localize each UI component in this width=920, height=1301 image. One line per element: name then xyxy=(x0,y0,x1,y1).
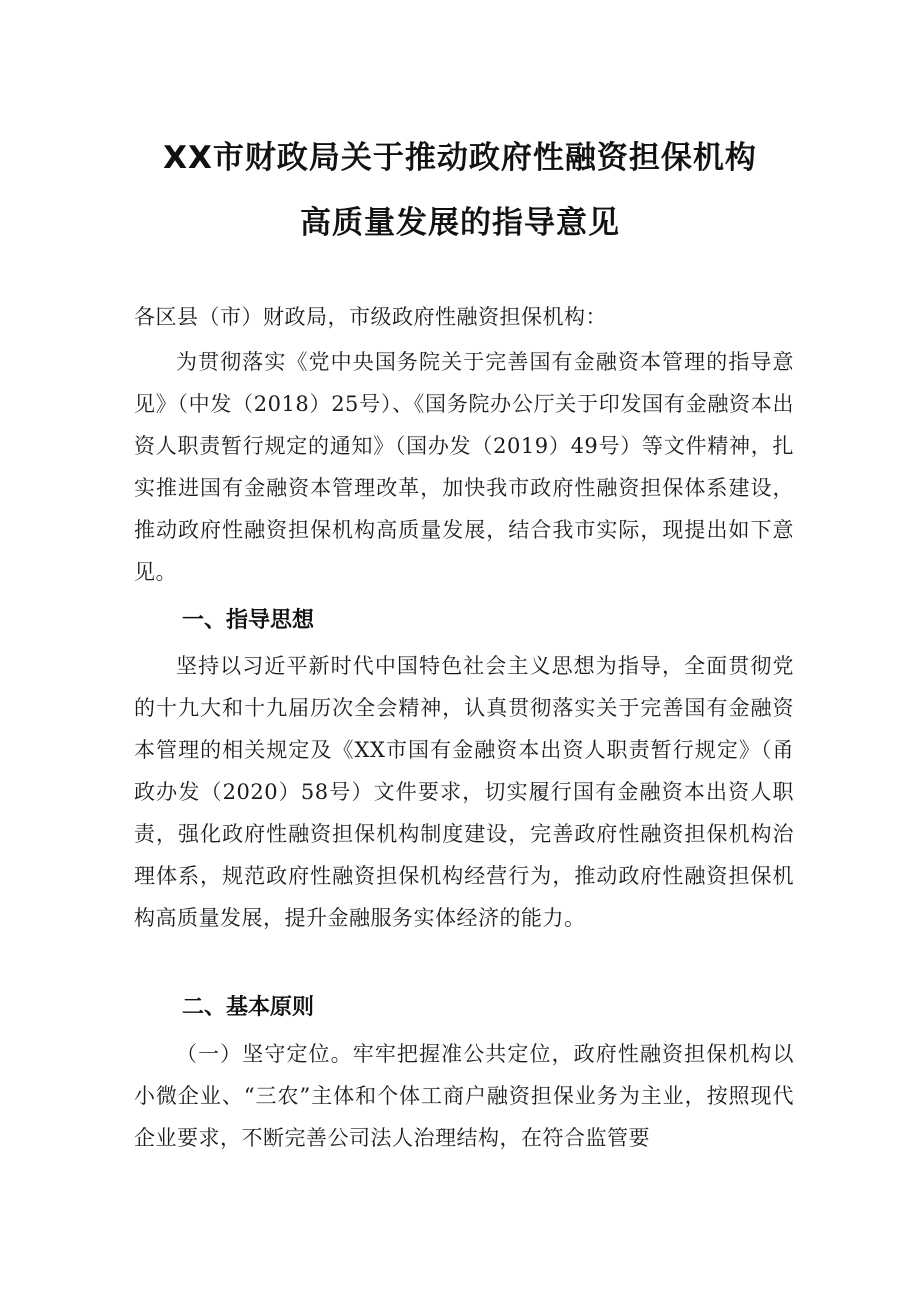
document-title-line-1: XX市财政局关于推动政府性融资担保机构 xyxy=(163,140,757,176)
document-title-line-2: 高质量发展的指导意见 xyxy=(300,205,620,241)
paragraph-basic-principles: （一）坚守定位。牢牢把握准公共定位，政府性融资担保机构以小微企业、“三农”主体和个体工商户融资担保业务为主业，按照现代企业要求，不断完善公司法人治理结构，在符合监管要 xyxy=(134,1042,794,1150)
paragraph-purpose: 为贯彻落实《党中央国务院关于完善国有金融资本管理的指导意见》（中发（2018）25号）、《国务院办公厅关于印发国有金融资本出资人职责暂行规定的通知》（国办发（2019）49号）等文件精神，扎实推进国有金融资本管理改革，加快我市政府性融资担保体系建设，推动政府性融资担保机构高质量发展，结合我市实际，现提出如下意见。 xyxy=(134,350,794,584)
section-heading-basic-principles: 二、基本原则 xyxy=(182,995,315,1020)
salutation: 各区县（市）财政局，市级政府性融资担保机构： xyxy=(134,305,607,329)
section-heading-guiding-ideology: 一、指导思想 xyxy=(182,608,315,633)
paragraph-guiding-ideology: 坚持以习近平新时代中国特色社会主义思想为指导，全面贯彻党的十九大和十九届历次全会精神，认真贯彻落实关于完善国有金融资本管理的相关规定及《XX市国有金融资本出资人职责暂行规定》（甬政办发（2020）58号）文件要求，切实履行国有金融资本出资人职责，强化政府性融资担保机构制度建设，完善政府性融资担保机构治理体系，规范政府性融资担保机构经营行为，推动政府性融资担保机构高质量发展，提升金融服务实体经济的能力。 xyxy=(134,654,794,930)
